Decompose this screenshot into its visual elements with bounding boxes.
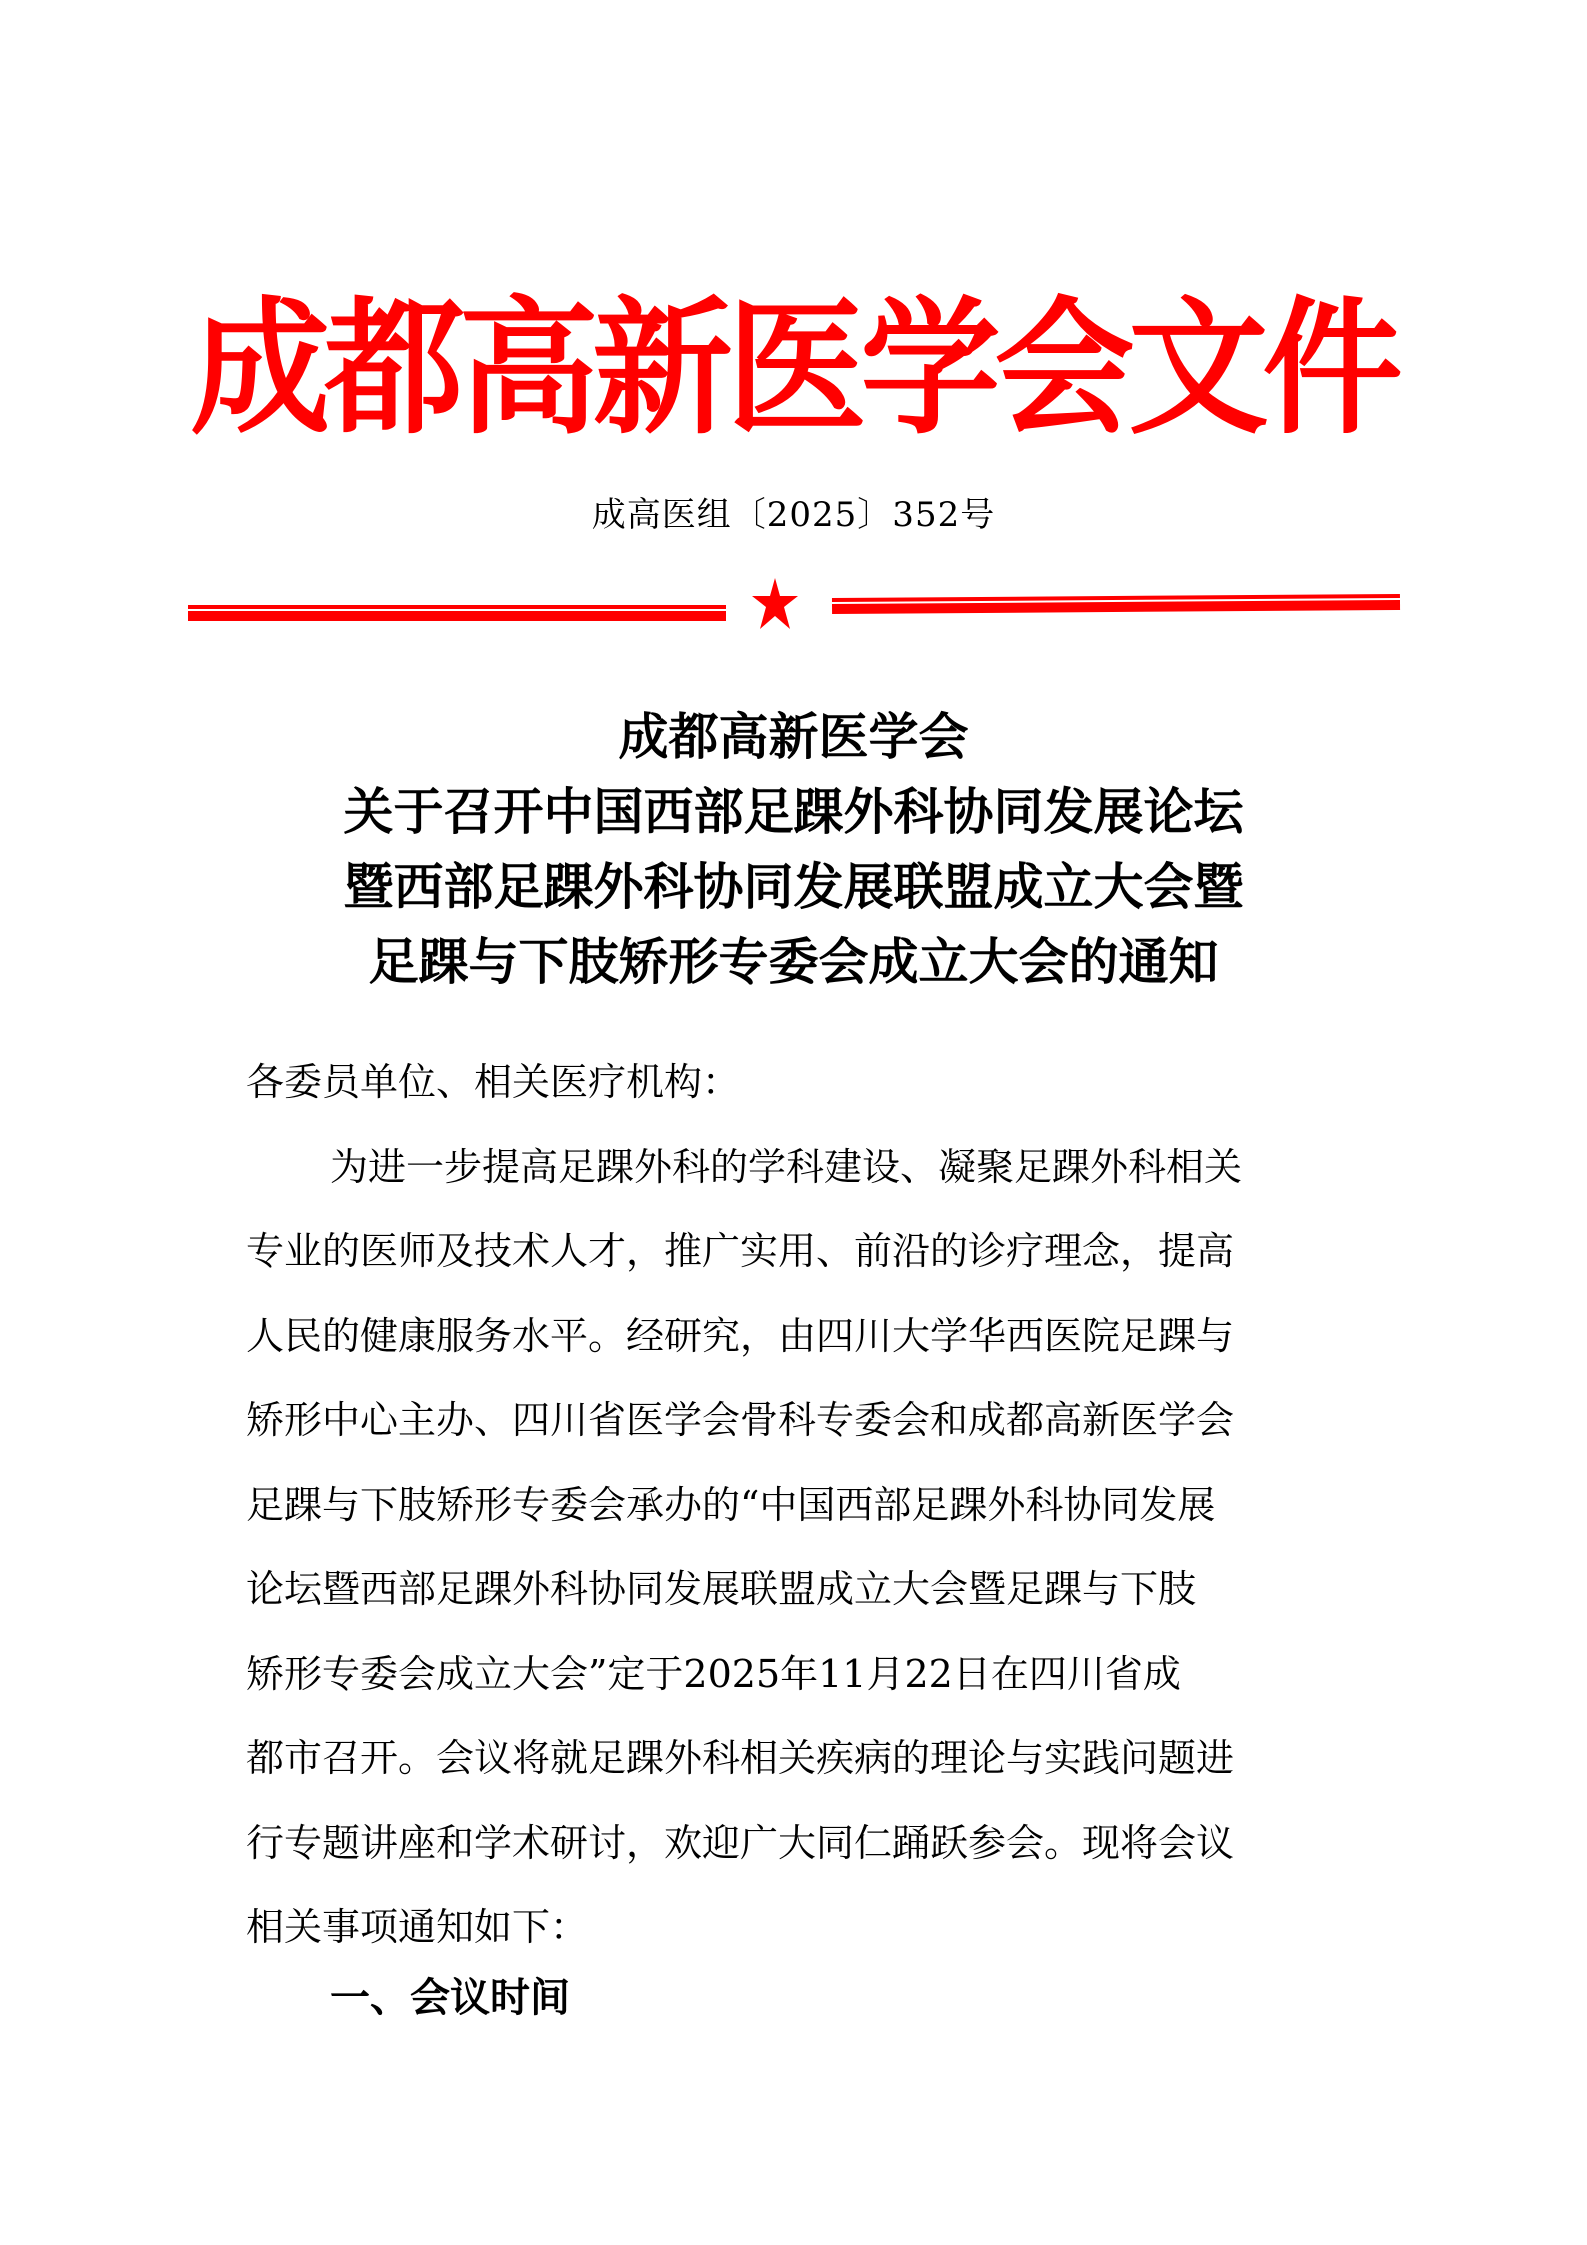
paragraph-line: 足踝与下肢矫形专委会承办的“中国西部足踝外科协同发展: [246, 1482, 1216, 1527]
paragraph-line: 行专题讲座和学术研讨，欢迎广大同仁踊跃参会。现将会议: [246, 1820, 1235, 1865]
salutation: 各委员单位、相关医疗机构：: [246, 1060, 741, 1104]
title-line: 关于召开中国西部足踝外科协同发展论坛: [343, 783, 1244, 841]
paragraph-line: 矫形中心主办、四川省医学会骨科专委会和成都高新医学会: [246, 1398, 1235, 1442]
paragraph-line: 专业的医师及技术人才，推广实用、前沿的诊疗理念，提高: [246, 1229, 1235, 1273]
paragraph-line: 人民的健康服务水平。经研究，由四川大学华西医院足踝与: [246, 1313, 1235, 1358]
paragraph-line: 相关事项通知如下：: [246, 1905, 589, 1949]
notice-title: [0, 700, 1587, 1000]
red-divider-left: [188, 600, 726, 622]
notice-body: [246, 1040, 1356, 1970]
paragraph-line: 都市召开。会议将就足踝外科相关疾病的理论与实践问题进: [246, 1736, 1235, 1780]
document-number: 成高医组〔2025〕352号: [591, 495, 996, 535]
red-star-icon: [750, 577, 800, 631]
title-line: 成都高新医学会: [618, 708, 969, 766]
paragraph-line: 矫形专委会成立大会”定于2025年11月22日在四川省成: [246, 1651, 1181, 1696]
masthead-title: 成都高新医学会文件: [190, 283, 1397, 456]
paragraph-line: 为进一步提高足踝外科的学科建设、凝聚足踝外科相关: [330, 1144, 1243, 1189]
paragraph-line: 论坛暨西部足踝外科协同发展联盟成立大会暨足踝与下肢: [246, 1567, 1197, 1611]
title-line: 暨西部足踝外科协同发展联盟成立大会暨: [343, 858, 1244, 916]
title-line: 足踝与下肢矫形专委会成立大会的通知: [368, 933, 1219, 991]
red-divider-right: [832, 590, 1400, 616]
section-heading-meeting-time: 一、会议时间: [330, 1975, 570, 2021]
